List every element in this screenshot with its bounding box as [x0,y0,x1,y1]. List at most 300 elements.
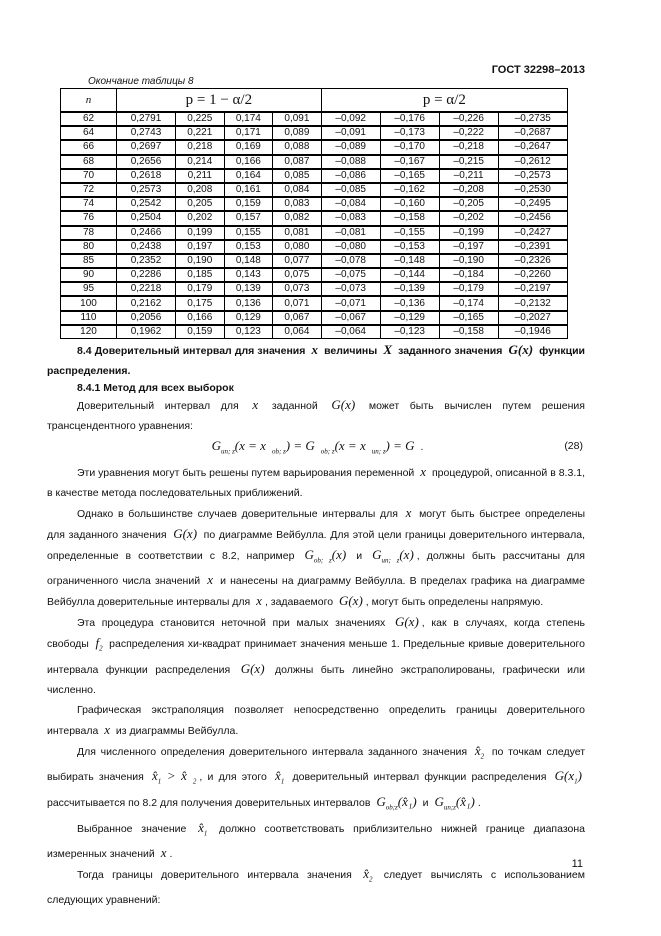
table-row [61,325,568,339]
table-row [61,268,568,282]
text: могут быть быстрее определены для заданного значения [47,507,586,541]
cell-n: 120 [61,325,117,339]
cell-value: 0,2656 [117,155,176,169]
math-expression [253,593,265,608]
cell-value: –0,139 [380,282,439,296]
math-expression [92,635,105,653]
cell-value: –0,083 [321,211,380,225]
cell-value: 0,2056 [117,311,176,325]
math-expression [373,793,419,812]
cell-value: 0,2438 [117,240,176,254]
table-row [61,169,568,183]
cell-value: –0,123 [380,325,439,339]
text: . [417,441,424,453]
cell-value: 0,129 [224,311,273,325]
cell-value: 0,208 [175,183,224,197]
cell-value: 0,153 [224,240,273,254]
table-row [61,296,568,310]
cell-n: 70 [61,169,117,183]
cell-value: 0,218 [175,140,224,154]
math-expression [380,342,395,357]
cell-value: –0,197 [439,240,498,254]
math-subscript: 1 [157,777,162,786]
cell-value: 0,080 [273,240,322,254]
cell-value: –0,092 [321,112,380,126]
section-8-4 [47,340,585,910]
cell-value: –0,165 [439,311,498,325]
math-symbol: x̂ [198,819,204,835]
cell-value: 0,1962 [117,325,176,339]
cell-value: –0,148 [380,254,439,268]
math-subscript: 2 [192,777,197,786]
math-expression [505,342,536,357]
math-symbol: x [405,504,412,520]
math-expression [403,505,415,520]
page-number: 11 [571,858,583,870]
cell-n: 90 [61,268,117,282]
cell-n: 100 [61,296,117,310]
table-row [61,126,568,140]
math-expression [328,397,358,412]
math-subscript: 1 [280,777,285,786]
table-row [61,282,568,296]
math-subscript: un;z [443,803,456,812]
math-argument: (x) [331,546,347,562]
paragraph [47,612,585,700]
cell-value: –0,165 [380,169,439,183]
text: должно соответствовать приблизительно нижней границе диапазона измеренных значений [47,822,585,861]
cell-value: 0,148 [224,254,273,268]
math-symbol: x [207,572,213,588]
table-row [61,183,568,197]
cell-value: 0,088 [273,140,322,154]
cell-n: 74 [61,197,117,211]
cell-value: –0,129 [380,311,439,325]
cell-value: –0,173 [380,126,439,140]
cell-value: –0,1946 [498,325,567,339]
col-group-lower: p = α/2 [321,89,567,113]
cell-value: 0,2162 [117,296,176,310]
cell-value: –0,174 [439,296,498,310]
cell-value: –0,080 [321,240,380,254]
text: , могут быть определены напрямую. [365,596,544,609]
math-symbol: x [160,845,167,861]
math-expression [272,768,287,786]
cell-value: –0,2391 [498,240,567,254]
cell-value: –0,084 [321,197,380,211]
math-expression [360,866,375,884]
math-symbol: x̂ [152,768,158,784]
math-expression [336,593,366,608]
cell-value: 0,197 [175,240,224,254]
math-symbol: x [252,397,259,412]
cell-value: –0,075 [321,268,380,282]
cell-value: –0,162 [380,183,439,197]
cell-value: 0,2218 [117,282,176,296]
cell-value: –0,086 [321,169,380,183]
cell-value: 0,067 [273,311,322,325]
standard-number: ГОСТ 32298–2013 [491,64,585,76]
cell-value: –0,170 [380,140,439,154]
cell-value: 0,2618 [117,169,176,183]
math-symbol: x̂ [363,866,369,882]
cell-value: –0,2687 [498,126,567,140]
cell-value: 0,169 [224,140,273,154]
cell-value: 0,2542 [117,197,176,211]
math-symbol: G(x [554,768,575,784]
cell-value: 0,082 [273,211,322,225]
cell-value: –0,2132 [498,296,567,310]
cell-value: 0,123 [224,325,273,339]
text: Эта процедура становится неточной при малых значениях [77,617,392,630]
cell-value: –0,2495 [498,197,567,211]
cell-value: 0,166 [224,155,273,169]
cell-value: –0,144 [380,268,439,282]
cell-value: 0,087 [273,155,322,169]
cell-value: 0,171 [224,126,273,140]
text: заданного значения [395,345,506,357]
cell-value: –0,153 [380,240,439,254]
cell-value: 0,161 [224,183,273,197]
paragraph [47,395,585,436]
cell-value: –0,073 [321,282,380,296]
math-subscript: ob; z [271,447,286,456]
cell-value: 0,174 [224,112,273,126]
text: должны быть линейно экстраполированы, графически или численно. [47,663,585,696]
math-subscript: ob; z [320,447,335,456]
math-subscript: un; z [371,447,386,456]
cell-value: –0,226 [439,112,498,126]
math-expression [369,438,418,456]
math-expression [149,768,190,786]
cell-value: –0,067 [321,311,380,325]
cell-value: 0,175 [175,296,224,310]
cell-value: 0,143 [224,268,273,282]
cell-value: –0,2612 [498,155,567,169]
cell-value: –0,2197 [498,282,567,296]
paragraph [47,503,585,613]
cell-value: –0,071 [321,296,380,310]
cell-n: 66 [61,140,117,154]
math-expression [249,397,261,412]
math-expression [195,819,210,838]
paragraph [47,700,585,741]
math-subscript: 1 [203,829,208,838]
math-argument: (x) [399,546,414,562]
cell-value: 0,2573 [117,183,176,197]
cell-value: –0,199 [439,226,498,240]
cell-value: –0,222 [439,126,498,140]
table-row [61,254,568,268]
col-group-upper: p = 1 − α/2 [117,89,322,113]
math-argument: ) = G [285,438,315,453]
math-argument: (x̂₁) [455,793,475,809]
text: , и для этого [199,771,273,784]
cell-value: 0,166 [175,311,224,325]
math-symbol: G(x) [508,342,534,357]
math-argument: (x = x [334,438,366,453]
math-subscript: 2 [99,644,103,653]
cell-value: –0,2530 [498,183,567,197]
cell-value: 0,085 [273,169,322,183]
text: Доверительный интервал для [77,400,250,412]
math-symbol: f [95,635,100,651]
math-expression [392,614,422,629]
text: Графическая экстраполяция позволяет непосредственно определить границы доверительного интервала [47,703,585,737]
cell-value: 0,155 [224,226,273,240]
math-expression [417,464,429,479]
cell-value: –0,205 [439,197,498,211]
cell-value: 0,2743 [117,126,176,140]
cell-value: –0,155 [380,226,439,240]
cell-value: 0,202 [175,211,224,225]
cell-value: 0,179 [175,282,224,296]
math-expression [431,793,477,812]
cell-value: 0,075 [273,268,322,282]
math-symbol: x [420,463,427,479]
math-symbol: G(x) [338,593,363,609]
text: процедурой, описанной в 8.3.1, в качестве метода последовательных приближений. [47,466,585,499]
math-expression [238,661,268,676]
text: Тогда границы доверительного интервала значения [77,869,361,882]
cell-value: –0,085 [321,183,380,197]
cell-value: –0,167 [380,155,439,169]
cell-value: 0,091 [273,112,322,126]
text: и нанесены на диаграмму Вейбулла. В пределах графика на диаграмме Вейбулла доверительные интервалы для [47,575,585,609]
cell-value: –0,2326 [498,254,567,268]
cell-value: 0,205 [175,197,224,211]
math-subscript: 2 [368,875,373,884]
cell-value: –0,2027 [498,311,567,325]
cell-value: –0,218 [439,140,498,154]
math-expression [269,438,318,456]
text: 8.4.1 Метод для всех выборок [77,382,234,394]
text: функции распределения. [47,345,585,377]
cell-value: 0,064 [273,325,322,339]
math-expression [170,526,200,541]
table-row [61,240,568,254]
text: , должны быть рассчитаны для ограниченного числа значений [47,549,585,588]
cell-value: 0,225 [175,112,224,126]
math-expression [158,845,170,860]
math-symbol: G [211,438,221,453]
table-row [61,112,568,126]
math-expression [309,342,322,357]
text: следует вычислять с использованием следующих уравнений: [47,869,585,906]
cell-value: –0,215 [439,155,498,169]
cell-value: 0,136 [224,296,273,310]
math-expression [369,546,417,565]
text: Однако в большинстве случаев доверительные интервалы для [77,507,403,520]
paragraph [47,864,585,910]
text: величины [321,345,381,357]
cell-value: –0,064 [321,325,380,339]
cell-value: 0,157 [224,211,273,225]
text: может быть вычислен путем решения трансцендентного уравнения: [47,400,585,432]
text: , как в случаях, когда степень свободы [47,617,585,651]
cell-value: 0,077 [273,254,322,268]
math-argument: (x = x [234,438,266,453]
cell-n: 80 [61,240,117,254]
paragraph [47,818,585,865]
math-symbol: X [383,342,393,357]
math-expression [301,546,349,565]
cell-n: 68 [61,155,117,169]
equation-number: (28) [564,440,583,452]
math-symbol: G(x) [331,397,356,412]
text: Эти уравнения могут быть решены путем варьирования переменной [77,466,418,479]
cell-value: 0,081 [273,226,322,240]
cell-value: 0,214 [175,155,224,169]
cell-value: –0,089 [321,140,380,154]
cell-value: –0,2427 [498,226,567,240]
text: и [349,549,370,562]
math-argument: (x̂₁) [397,793,417,809]
text: 8.4 Доверительный интервал для значения [77,345,309,357]
text: доверительный интервал функции распределения [287,771,552,784]
cell-value: –0,176 [380,112,439,126]
cell-value: –0,160 [380,197,439,211]
cell-value: –0,208 [439,183,498,197]
text: . [169,848,173,861]
math-symbol: G(x) [240,660,265,676]
cell-n: 64 [61,126,117,140]
cell-value: 0,2504 [117,211,176,225]
math-symbol: x [104,721,110,737]
text: . [477,796,481,809]
cell-value: –0,158 [439,325,498,339]
math-symbol: G [434,793,444,809]
table-row [61,140,568,154]
cell-value: –0,2735 [498,112,567,126]
cell-value: –0,2647 [498,140,567,154]
cell-n: 72 [61,183,117,197]
cell-value: 0,190 [175,254,224,268]
math-argument: > x̂ [161,768,187,784]
cell-value: 0,159 [175,325,224,339]
col-header-n: n [61,89,117,113]
text: Выбранное значение [77,822,196,835]
text: по точкам следует выбирать значения [47,745,585,784]
cell-value: –0,2456 [498,211,567,225]
math-symbol: G [372,546,382,562]
cell-value: 0,083 [273,197,322,211]
math-argument: ) = G [385,438,415,453]
text: рассчитывается по 8.2 для получения доверительных интервалов [47,796,374,809]
math-subscript: ob;z [385,803,398,812]
math-symbol: G [304,546,314,562]
cell-n: 110 [61,311,117,325]
text: по диаграмме Вейбулла. Для этой цели границы доверительного интервала, определенные в соответствии с 8.2, например [47,528,585,562]
text: Для численного определения доверительного интервала заданного значения [77,745,472,758]
math-symbol: G(x) [394,614,419,630]
math-symbol: G(x) [173,525,198,541]
math-symbol: G [376,793,386,809]
cell-value: 0,089 [273,126,322,140]
table-row [61,211,568,225]
math-expression [472,742,487,761]
cell-value: –0,2573 [498,169,567,183]
paragraph [47,462,585,503]
cell-value: 0,221 [175,126,224,140]
cell-n: 95 [61,282,117,296]
cell-n: 85 [61,254,117,268]
cell-value: 0,185 [175,268,224,282]
text: заданной [261,400,329,412]
cell-value: 0,139 [224,282,273,296]
cell-value: 0,084 [273,183,322,197]
cell-value: 0,199 [175,226,224,240]
cell-value: 0,2466 [117,226,176,240]
table-caption: Окончание таблицы 8 [88,76,194,87]
cell-value: –0,091 [321,126,380,140]
cell-value: –0,081 [321,226,380,240]
cell-n: 62 [61,112,117,126]
math-expression [190,768,200,786]
text: и [419,796,432,809]
text: из диаграммы Вейбулла. [113,724,239,737]
cell-value: 0,2791 [117,112,176,126]
cell-value: 0,164 [224,169,273,183]
math-expression [552,768,585,786]
subsection-heading [47,381,585,395]
equation [47,436,585,462]
table-row [61,197,568,211]
cell-value: 0,2697 [117,140,176,154]
math-subscript: 1 [574,777,578,786]
cell-value: –0,158 [380,211,439,225]
cell-value: –0,179 [439,282,498,296]
math-subscript: 2 [480,752,485,761]
cell-value: –0,136 [380,296,439,310]
cell-n: 76 [61,211,117,225]
paragraph [47,741,585,818]
cell-value: –0,211 [439,169,498,183]
math-symbol: x [256,593,262,609]
math-symbol: x [311,342,318,357]
cell-value: 0,071 [273,296,322,310]
math-expression [204,572,216,587]
cell-value: 0,2352 [117,254,176,268]
cell-n: 78 [61,226,117,240]
text: распределения хи-квадрат принимает значения меньше 1. Предельные кривые доверительного интервала функции распределения [47,638,585,676]
math-symbol: x̂ [474,742,481,758]
cell-value: 0,2286 [117,268,176,282]
math-symbol: x̂ [275,768,281,784]
cell-value: –0,088 [321,155,380,169]
cell-value: –0,2260 [498,268,567,282]
table-8 [60,88,568,339]
cell-value: –0,184 [439,268,498,282]
table-row [61,226,568,240]
math-expression [318,438,369,456]
section-heading [47,340,585,381]
cell-value: –0,078 [321,254,380,268]
cell-value: 0,211 [175,169,224,183]
math-subscript: ob; z [313,556,332,565]
cell-value: –0,190 [439,254,498,268]
math-expression [101,722,113,737]
cell-value: 0,159 [224,197,273,211]
math-expression [209,438,269,456]
math-subscript: un; z [220,447,235,456]
cell-value: –0,202 [439,211,498,225]
cell-value: 0,073 [273,282,322,296]
table-row [61,155,568,169]
table-row [61,311,568,325]
math-argument: ) [577,768,582,784]
text: , задаваемого [264,596,336,609]
